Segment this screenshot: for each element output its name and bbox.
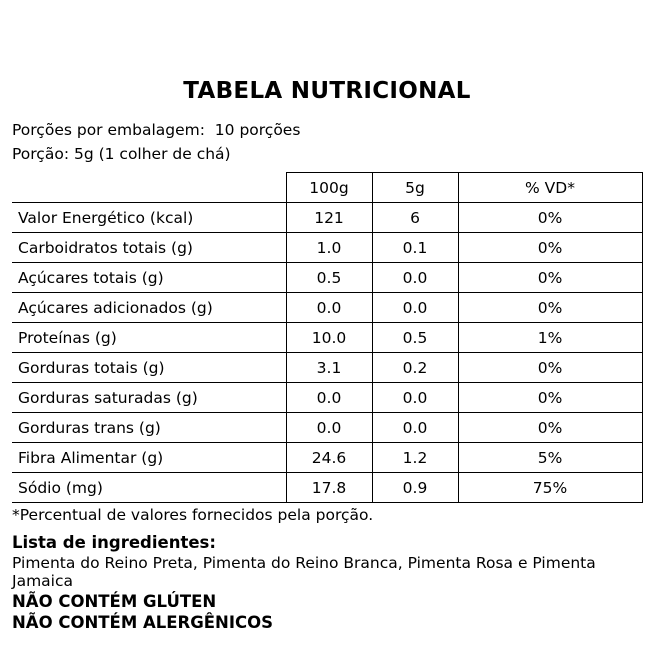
table-row bbox=[12, 203, 642, 233]
ingredients-label: Lista de ingredientes: bbox=[12, 533, 216, 553]
table-body bbox=[12, 203, 642, 503]
column-header-vd: % VD* bbox=[458, 173, 642, 203]
value-vd: 0% bbox=[458, 233, 642, 263]
value-100g: 0.5 bbox=[286, 263, 372, 293]
page-title: TABELA NUTRICIONAL bbox=[183, 78, 471, 104]
value-5g: 0.0 bbox=[372, 263, 458, 293]
table-row bbox=[12, 233, 642, 263]
table-row bbox=[12, 353, 642, 383]
value-vd: 5% bbox=[458, 443, 642, 473]
nutrient-name: Açúcares totais (g) bbox=[12, 263, 286, 293]
table-row bbox=[12, 473, 642, 503]
nutrient-name: Açúcares adicionados (g) bbox=[12, 293, 286, 323]
value-100g: 121 bbox=[286, 203, 372, 233]
value-100g: 0.0 bbox=[286, 293, 372, 323]
nutrition-table bbox=[12, 172, 643, 503]
value-vd: 75% bbox=[458, 473, 642, 503]
value-5g: 0.1 bbox=[372, 233, 458, 263]
value-vd: 0% bbox=[458, 383, 642, 413]
value-100g: 24.6 bbox=[286, 443, 372, 473]
value-5g: 0.0 bbox=[372, 383, 458, 413]
value-5g: 0.9 bbox=[372, 473, 458, 503]
nutrient-name: Gorduras trans (g) bbox=[12, 413, 286, 443]
table-row bbox=[12, 263, 642, 293]
nutrient-name: Carboidratos totais (g) bbox=[12, 233, 286, 263]
table-row bbox=[12, 293, 642, 323]
nutrient-name: Fibra Alimentar (g) bbox=[12, 443, 286, 473]
value-5g: 0.0 bbox=[372, 293, 458, 323]
column-header-nutrient bbox=[12, 173, 286, 203]
table-row bbox=[12, 413, 642, 443]
value-100g: 0.0 bbox=[286, 413, 372, 443]
value-vd: 1% bbox=[458, 323, 642, 353]
value-5g: 0.2 bbox=[372, 353, 458, 383]
serving-info bbox=[12, 118, 642, 166]
value-100g: 3.1 bbox=[286, 353, 372, 383]
serving-size: Porção: 5g (1 colher de chá) bbox=[12, 145, 231, 164]
value-100g: 10.0 bbox=[286, 323, 372, 353]
table-row bbox=[12, 323, 642, 353]
nutrient-name: Proteínas (g) bbox=[12, 323, 286, 353]
value-5g: 6 bbox=[372, 203, 458, 233]
nutrient-name: Gorduras totais (g) bbox=[12, 353, 286, 383]
value-vd: 0% bbox=[458, 293, 642, 323]
table-row bbox=[12, 443, 642, 473]
value-vd: 0% bbox=[458, 353, 642, 383]
value-100g: 17.8 bbox=[286, 473, 372, 503]
table-header bbox=[12, 173, 642, 203]
value-5g: 1.2 bbox=[372, 443, 458, 473]
table-row bbox=[12, 383, 642, 413]
nutrient-name: Valor Energético (kcal) bbox=[12, 203, 286, 233]
ingredients-text: Pimenta do Reino Preta, Pimenta do Reino Branca, Pimenta Rosa e Pimenta Jamaica bbox=[12, 554, 596, 591]
value-100g: 0.0 bbox=[286, 383, 372, 413]
vd-footnote: *Percentual de valores fornecidos pela porção. bbox=[12, 506, 374, 525]
column-header-5g: 5g bbox=[372, 173, 458, 203]
column-header-100g: 100g bbox=[286, 173, 372, 203]
value-vd: 0% bbox=[458, 413, 642, 443]
nutrient-name: Sódio (mg) bbox=[12, 473, 286, 503]
claim-allergen-free: NÃO CONTÉM ALERGÊNICOS bbox=[12, 613, 274, 633]
value-5g: 0.5 bbox=[372, 323, 458, 353]
value-100g: 1.0 bbox=[286, 233, 372, 263]
value-vd: 0% bbox=[458, 203, 642, 233]
value-5g: 0.0 bbox=[372, 413, 458, 443]
value-vd: 0% bbox=[458, 263, 642, 293]
claim-gluten-free: NÃO CONTÉM GLÚTEN bbox=[12, 592, 217, 612]
table-header-row bbox=[12, 173, 642, 203]
nutrient-name: Gorduras saturadas (g) bbox=[12, 383, 286, 413]
servings-per-package: Porções por embalagem: 10 porções bbox=[12, 121, 301, 139]
